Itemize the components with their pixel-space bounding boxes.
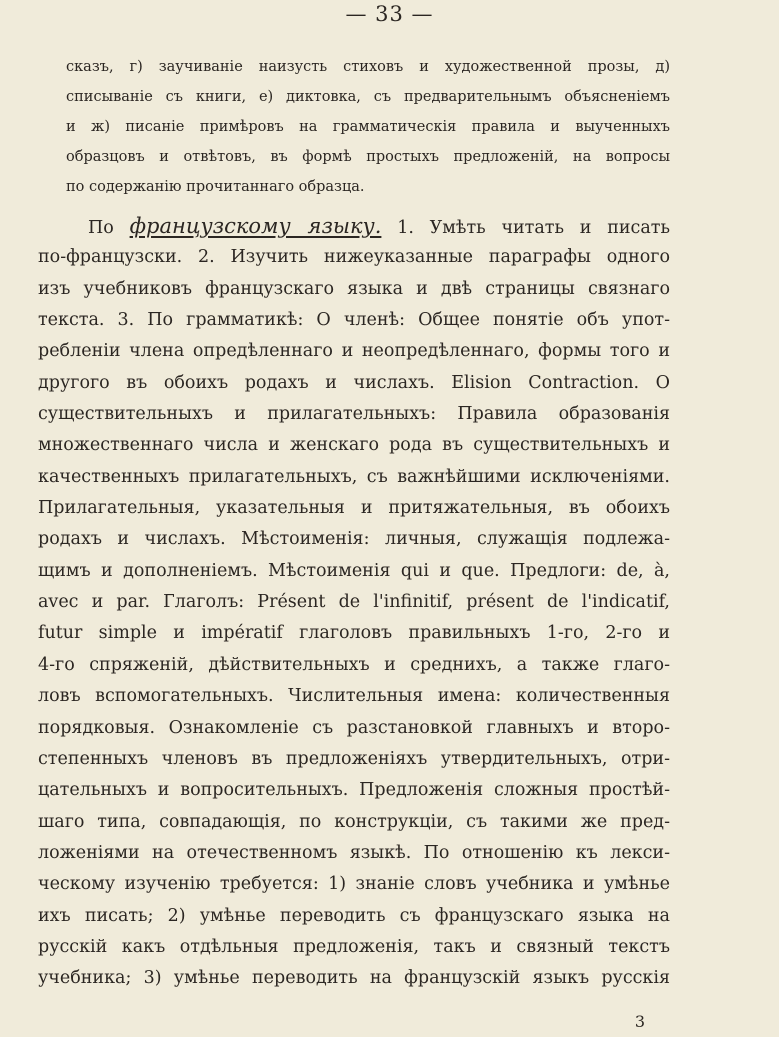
text-line: списываніе съ книги, е) диктовка, съ предварительнымъ объясненіемъ <box>66 89 670 105</box>
text-line: ложеніями на отечественномъ языкѣ. По отношенію къ лекси- <box>38 842 670 863</box>
text-line: текста. 3. По грамматикѣ: О членѣ: Общее понятіе объ упот- <box>38 310 670 331</box>
text-line: шаго типа, совпадающія, по конструкціи, съ такими же пред- <box>38 811 670 832</box>
text-line: по содержанію прочитаннаго образца. <box>66 179 365 195</box>
text-line: 4-го спряженій, дѣйствительныхъ и среднихъ, а также глаго- <box>38 654 670 675</box>
text-line: futur simple и impératif глаголовъ правильныхъ 1-го, 2-го и <box>38 623 670 644</box>
text-line: изъ учебниковъ французскаго языка и двѣ страницы связнаго <box>38 278 670 299</box>
text-line: щимъ и дополненіемъ. Мѣстоименія qui и que. Предлоги: de, à, <box>38 560 670 581</box>
text-line: качественныхъ прилагательныхъ, съ важнѣйшими исключеніями. <box>38 466 670 487</box>
text-line: порядковыя. Ознакомленіе съ разстановкой главныхъ и второ- <box>38 717 670 738</box>
text-line: другого въ обоихъ родахъ и числахъ. Elision Contraction. О <box>38 372 670 393</box>
signature-mark: 3 <box>634 1012 645 1031</box>
text-line: сказъ, г) заучиваніе наизусть стиховъ и художественной прозы, д) <box>66 59 670 75</box>
text-line: avec и par. Глаголъ: Présent de l'infinitif, présent de l'indicatif, <box>38 592 670 613</box>
text-line: множественнаго числа и женскаго рода въ существительныхъ и <box>38 435 670 456</box>
text-line: русскій какъ отдѣльныя предложенія, такъ и связный текстъ <box>38 936 670 957</box>
first-line-rest: 1. Умѣть читать и писать <box>397 218 670 238</box>
text-line: существительныхъ и прилагательныхъ: Правила образованія <box>38 404 670 425</box>
text-line: и ж) писаніе примѣровъ на грамматическія правила и выученныхъ <box>66 119 670 135</box>
subject-heading: французскому языку. <box>129 214 382 238</box>
text-line: Прилагательныя, указательныя и притяжательныя, въ обоихъ <box>38 498 670 519</box>
text-line: цательныхъ и вопросительныхъ. Предложенія сложныя простѣй- <box>38 780 670 801</box>
text-line: ихъ писать; 2) умѣнье переводить съ французскаго языка на <box>38 905 670 926</box>
text-line: учебника; 3) умѣнье переводить на французскій языкъ русскія <box>38 968 670 989</box>
text-line: ческому изученію требуется: 1) знаніе словъ учебника и умѣнье <box>38 874 670 895</box>
text-line: ловъ вспомогательныхъ. Числительныя имена: количественныя <box>38 686 670 707</box>
text-line: родахъ и числахъ. Мѣстоименія: личныя, служащія подлежа- <box>38 529 670 550</box>
text-line: ребленіи члена опредѣленнаго и неопредѣленнаго, формы того и <box>38 341 670 362</box>
paragraph-french-language <box>38 211 670 995</box>
paragraph-first-line <box>38 211 670 242</box>
lead-word: По <box>88 218 114 238</box>
text-line: степенныхъ членовъ въ предложеніяхъ утвердительныхъ, отри- <box>38 748 670 769</box>
text-line: по-французски. 2. Изучить нижеуказанные параграфы одного <box>38 247 670 268</box>
page-number-header: — 33 — <box>345 2 434 26</box>
paragraph-russian-language-continued <box>66 52 670 202</box>
text-line: образцовъ и отвѣтовъ, въ формѣ простыхъ предложеній, на вопросы <box>66 149 670 165</box>
